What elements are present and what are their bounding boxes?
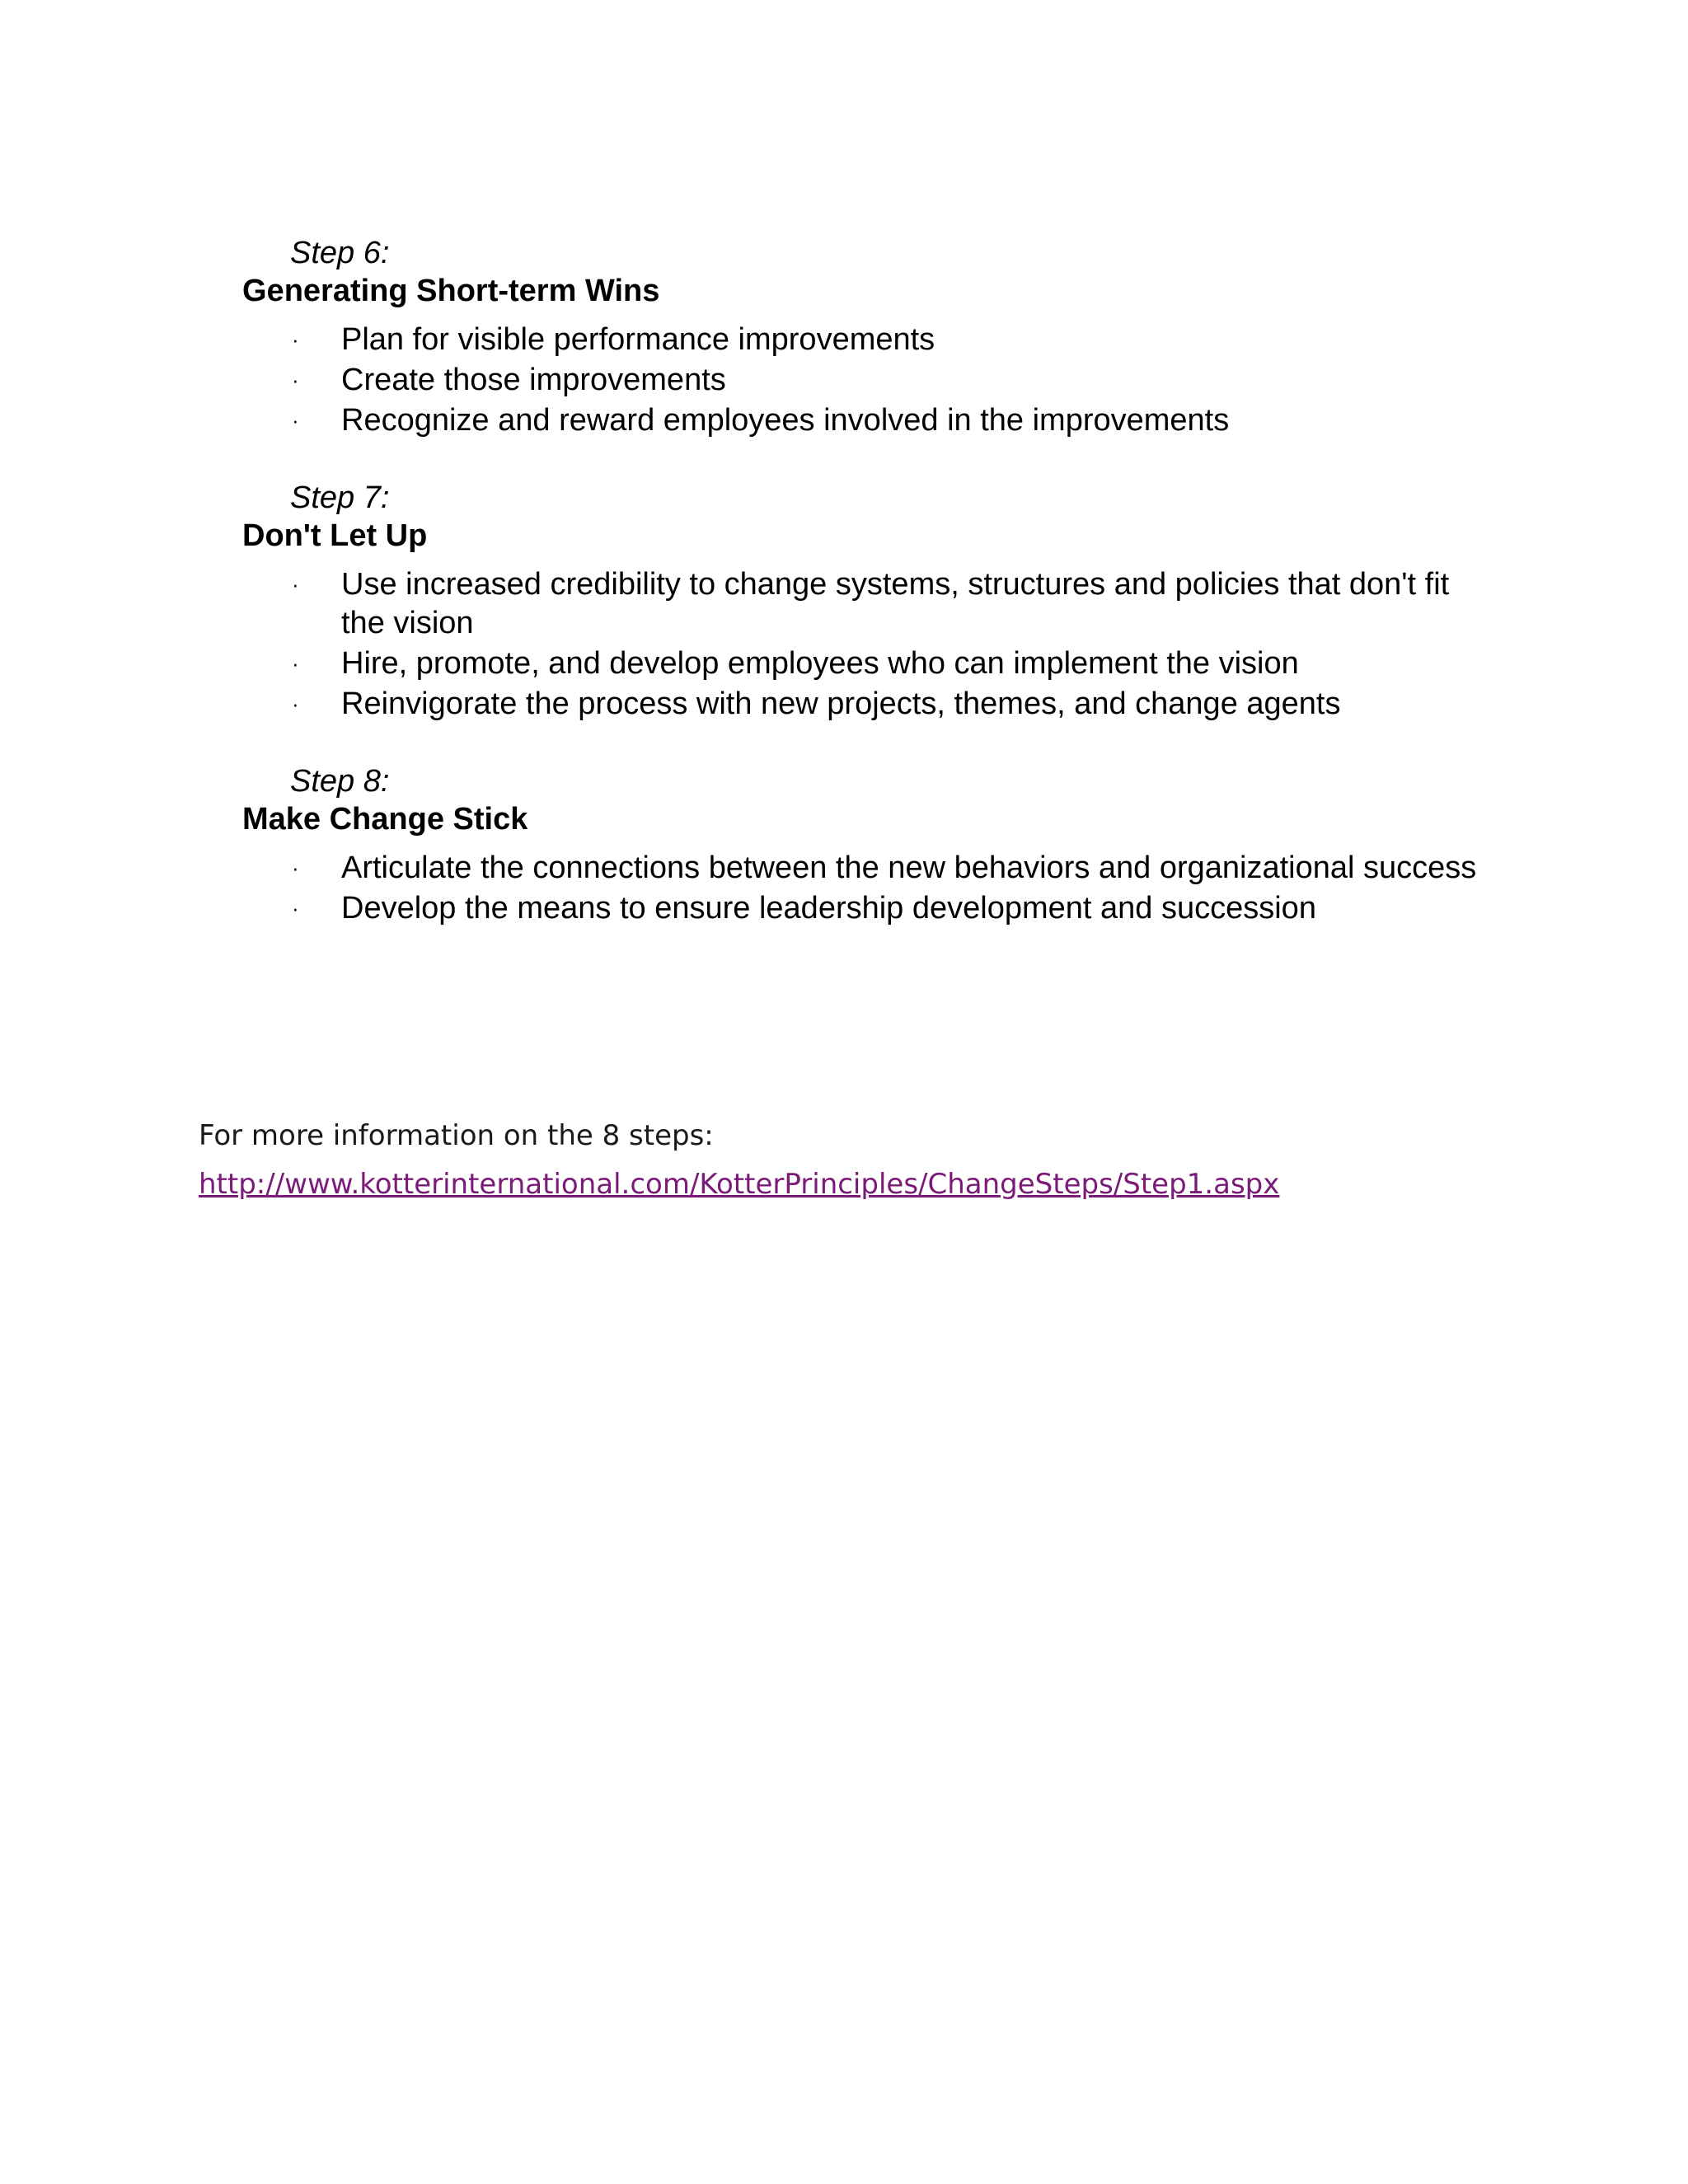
list-item-text: Create those improvements <box>341 363 726 397</box>
bullet-icon: · <box>292 691 299 716</box>
list-item-text: Develop the means to ensure leadership development and succession <box>341 891 1316 926</box>
list-item <box>0 361 1495 400</box>
step-title: Don't Let Up <box>242 518 428 553</box>
step-title: Generating Short-term Wins <box>242 274 660 308</box>
step-number: Step 7: <box>290 480 390 515</box>
bullet-icon: · <box>292 368 299 392</box>
list-item <box>0 685 1495 724</box>
bullet-icon: · <box>292 572 299 597</box>
more-info-text: For more information on the 8 steps: <box>199 1119 714 1152</box>
step-number: Step 6: <box>290 236 390 270</box>
step-title: Make Change Stick <box>242 802 528 837</box>
list-item-text: Hire, promote, and develop employees who can implement the vision <box>341 646 1299 681</box>
kotter-link[interactable]: http://www.kotterinternational.com/KotterPrinciples/ChangeSteps/Step1.aspx <box>199 1168 1280 1201</box>
bullet-icon: · <box>292 896 299 921</box>
list-item-text: Reinvigorate the process with new projects, themes, and change agents <box>341 687 1341 721</box>
list-item <box>0 849 1495 888</box>
list-item-text: Recognize and reward employees involved in the improvements <box>341 403 1230 438</box>
bullet-icon: · <box>292 408 299 433</box>
list-item-text: Articulate the connections between the new behaviors and organizational success <box>341 851 1477 885</box>
bullet-list <box>0 321 1495 442</box>
list-item <box>0 889 1495 928</box>
list-item <box>0 644 1495 683</box>
bullet-list <box>0 849 1495 930</box>
bullet-icon: · <box>292 651 299 676</box>
list-item-text: Use increased credibility to change systems, structures and policies that don't fit the vision <box>341 567 1450 640</box>
list-item <box>0 401 1495 440</box>
bullet-list <box>0 565 1495 725</box>
step-number: Step 8: <box>290 764 390 799</box>
bullet-icon: · <box>292 855 299 880</box>
list-item <box>0 565 1495 643</box>
list-item-text: Plan for visible performance improvements <box>341 322 935 357</box>
bullet-icon: · <box>292 327 299 352</box>
list-item <box>0 321 1495 359</box>
